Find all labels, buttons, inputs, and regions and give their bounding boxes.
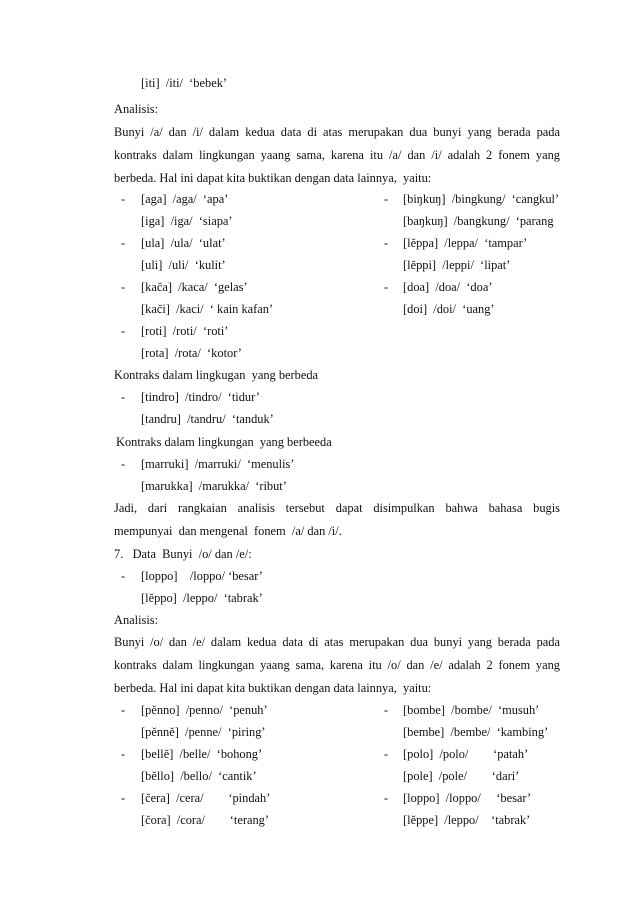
list-item: [lěppa] /leppa/ ‘tampar’ <box>403 236 528 250</box>
list-bullet: - <box>121 569 126 583</box>
list-item: [marruki] /marruki/ ‘menulis’ <box>141 457 295 471</box>
list-bullet: - <box>121 703 126 717</box>
list-item: [tandru] /tandru/ ‘tanduk’ <box>141 412 274 426</box>
list-item: [čera] /cera/ ‘pindah’ <box>141 791 271 805</box>
list-item: [kači] /kaci/ ‘ kain kafan’ <box>141 302 274 316</box>
paragraph-line: berbeda. Hal ini dapat kita buktikan dengan data lainnya, yaitu: <box>114 681 432 695</box>
list-item: [doi] /doi/ ‘uang’ <box>403 302 495 316</box>
list-item: [lěppe] /leppo/ ‘tabrak’ <box>403 813 531 827</box>
list-item: [roti] /roti/ ‘roti’ <box>141 324 229 338</box>
list-item: [lěppo] /leppo/ ‘tabrak’ <box>141 591 263 605</box>
list-bullet: - <box>384 280 389 294</box>
subsection-heading: Kontraks dalam lingkugan yang berbeda <box>114 368 319 382</box>
list-item: [polo] /polo/ ‘patah’ <box>403 747 529 761</box>
list-bullet: - <box>121 324 126 338</box>
list-item: [bembe] /bembe/ ‘kambing’ <box>403 725 549 739</box>
list-item: [pěnně] /penne/ ‘piring’ <box>141 725 266 739</box>
section-heading: 7. Data Bunyi /o/ dan /e/: <box>114 547 252 561</box>
list-bullet: - <box>384 192 389 206</box>
list-item: [marukka] /marukka/ ‘ribut’ <box>141 479 287 493</box>
list-item: [ula] /ula/ ‘ulat’ <box>141 236 226 250</box>
paragraph-line: kontraks dalam lingkungan yaang sama, karena itu /o/ dan /e/ adalah 2 fonem yang <box>114 658 560 672</box>
paragraph-line: mempunyai dan mengenal fonem /a/ dan /i/. <box>114 524 342 538</box>
list-item: [bellě] /belle/ ‘bohong’ <box>141 747 263 761</box>
list-bullet: - <box>121 280 126 294</box>
list-bullet: - <box>121 236 126 250</box>
paragraph-line: Jadi, dari rangkaian analisis tersebut dapat disimpulkan bahwa bahasa bugis <box>114 501 560 515</box>
paragraph-line: Bunyi /a/ dan /i/ dalam kedua data di atas merupakan dua bunyi yang berada pada <box>114 125 560 139</box>
list-item: [lěppi] /leppi/ ‘lipat’ <box>403 258 511 272</box>
list-item: [čora] /cora/ ‘terang’ <box>141 813 269 827</box>
list-item: [uli] /uli/ ‘kulit’ <box>141 258 226 272</box>
list-item: [pole] /pole/ ‘dari’ <box>403 769 520 783</box>
paragraph-line: berbeda. Hal ini dapat kita buktikan dengan data lainnya, yaitu: <box>114 171 432 185</box>
section-heading: Analisis: <box>114 613 159 627</box>
example-line: [iti] /iti/ ‘bebek’ <box>141 76 228 90</box>
list-bullet: - <box>384 236 389 250</box>
list-item: [iga] /iga/ ‘siapa’ <box>141 214 233 228</box>
list-item: [biŋkuŋ] /bingkung/ ‘cangkul’ <box>403 192 560 206</box>
list-bullet: - <box>384 747 389 761</box>
paragraph-line: Bunyi /o/ dan /e/ dalam kedua data di atas merupakan dua bunyi yang berada pada <box>114 635 560 649</box>
list-item: [kača] /kaca/ ‘gelas’ <box>141 280 248 294</box>
section-heading: Analisis: <box>114 102 159 116</box>
list-item: [bombe] /bombe/ ‘musuh’ <box>403 703 540 717</box>
list-bullet: - <box>384 703 389 717</box>
paragraph-line: kontraks dalam lingkungan yaang sama, karena itu /a/ dan /i/ adalah 2 fonem yang <box>114 148 560 162</box>
list-item: [baŋkuŋ] /bangkung/ ‘parang <box>403 214 554 228</box>
list-item: [pěnno] /penno/ ‘penuh’ <box>141 703 268 717</box>
list-item: [tindro] /tindro/ ‘tidur’ <box>141 390 260 404</box>
list-item: [loppo] /loppo/ ‘besar’ <box>403 791 532 805</box>
subsection-heading: Kontraks dalam lingkungan yang berbeeda <box>116 435 332 449</box>
list-bullet: - <box>121 192 126 206</box>
list-item: [běllo] /bello/ ‘cantik’ <box>141 769 257 783</box>
list-item: [loppo] /loppo/ ‘besar’ <box>141 569 263 583</box>
list-bullet: - <box>121 457 126 471</box>
list-item: [doa] /doa/ ‘doa’ <box>403 280 493 294</box>
list-bullet: - <box>121 390 126 404</box>
list-bullet: - <box>121 791 126 805</box>
list-item: [rota] /rota/ ‘kotor’ <box>141 346 242 360</box>
list-item: [aga] /aga/ ‘apa’ <box>141 192 229 206</box>
list-bullet: - <box>121 747 126 761</box>
list-bullet: - <box>384 791 389 805</box>
